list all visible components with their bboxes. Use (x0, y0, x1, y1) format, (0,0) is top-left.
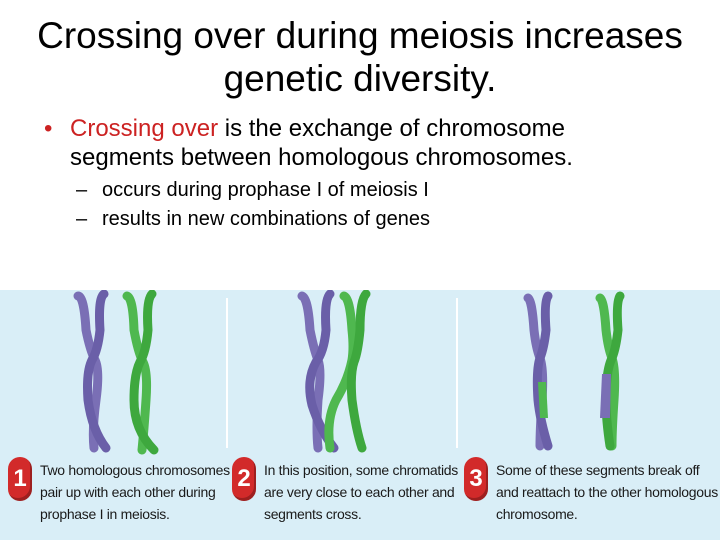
panel-3-chromosomes (528, 296, 620, 446)
step-number-badge: 3 (464, 457, 488, 501)
crossing-over-figure (0, 290, 720, 540)
term-crossing-over: Crossing over (70, 115, 219, 142)
panel-divider (226, 298, 228, 448)
step-caption (264, 459, 458, 525)
step-caption (40, 459, 230, 525)
caption-line: segments cross. (264, 506, 362, 522)
chromosome-illustration (0, 290, 720, 455)
bullet-marker: • (44, 115, 53, 142)
panel-divider (456, 298, 458, 448)
step-1 (8, 457, 230, 537)
sub-bullet-2 (76, 207, 430, 231)
step-3 (464, 457, 718, 537)
caption-line: Two homologous chromosomes (40, 462, 230, 478)
panel-2-chromosomes (302, 294, 366, 448)
sub-bullet-text: occurs during prophase I of meiosis I (102, 179, 429, 201)
caption-line: chromosome. (496, 506, 578, 522)
step-number-badge: 2 (232, 457, 256, 501)
caption-line: pair up with each other during (40, 484, 216, 500)
caption-line: are very close to each other and (264, 484, 455, 500)
bullet-text (70, 114, 710, 172)
bullet-text-rest: is the exchange of chromosome (218, 115, 565, 142)
purple-segment (600, 374, 611, 418)
sub-bullet-dash: – (76, 179, 88, 201)
bullet-text-line-2: segments between homologous chromosomes. (70, 144, 573, 171)
step-caption (496, 459, 718, 525)
step-2 (232, 457, 458, 537)
caption-line: prophase I in meiosis. (40, 506, 170, 522)
step-number-badge: 1 (8, 457, 32, 501)
caption-line: In this position, some chromatids (264, 462, 458, 478)
slide-title (0, 14, 720, 100)
panel-1-chromosomes (78, 294, 154, 450)
title-line-1: Crossing over during meiosis increases (37, 15, 683, 56)
sub-bullet-dash: – (76, 208, 88, 230)
caption-line: and reattach to the other homologous (496, 484, 718, 500)
caption-line: Some of these segments break off (496, 462, 700, 478)
title-line-2: genetic diversity. (223, 58, 497, 99)
sub-bullet-text: results in new combinations of genes (102, 208, 430, 230)
sub-bullet-1 (76, 178, 429, 202)
